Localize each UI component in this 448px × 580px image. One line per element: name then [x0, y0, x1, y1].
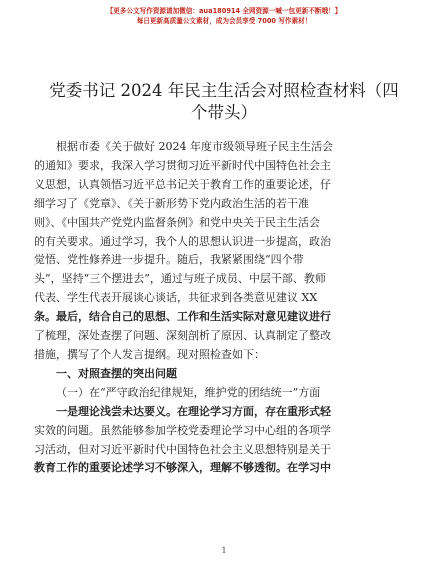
intro-line: 义思想，认真领悟习近平总书记关于教育工作的重要论述，仔 — [34, 177, 331, 191]
promo-banner — [34, 6, 414, 26]
document-title — [34, 80, 414, 124]
intro-line: 细学习了《党章》、《关于新形势下党内政治生活的若干准 — [34, 196, 309, 210]
para-line: 习活动，但对习近平新时代中国特色社会主义思想特别是关于 — [34, 442, 331, 456]
title-line-1: 党委书记 2024 年民主生活会对照检查材料（四 — [49, 81, 399, 100]
subsection-heading: （一）在“严守政治纪律规矩，维护党的团结统一”方面 — [56, 385, 321, 399]
intro-line: 则》、《中国共产党党内监督条例》和党中央关于民主生活会 — [34, 215, 320, 229]
section-heading: 一、对照查摆的突出问题 — [56, 366, 177, 380]
para-line: 一是理论浅尝未达要义。在理论学习方面，存在重形式轻 — [56, 404, 331, 418]
intro-line: 的有关要求。通过学习，我个人的思想认识进一步提高，政治 — [34, 234, 331, 248]
intro-line: 根据市委《关于做好 2024 年度市级领导班子民主生活会 — [56, 140, 333, 153]
intro-line: 代表、学生代表开展谈心谈话，共征求到各类意见建议 XX — [34, 291, 318, 305]
intro-line: 了梳理，深处查摆了问题、深刻剖析了原因、认真制定了整改 — [34, 329, 331, 343]
page-number: 1 — [221, 546, 227, 555]
intro-line: 条。最后，结合自己的思想、工作和生活实际对意见建议进行 — [34, 310, 331, 324]
para-line: 实效的问题。虽然能够参加学校党委理论学习中心组的各项学 — [34, 423, 331, 437]
intro-line: 觉悟、党性修养进一步提升。随后，我紧紧围绕“四个带 — [34, 253, 304, 267]
promo-banner-line-2: 每日更新高质量公文素材，成为会员享受 7000 写作素材！ — [136, 17, 312, 25]
intro-line: 措施，撰写了个人发言提纲。现对照检查如下： — [34, 347, 265, 361]
para-line: 教育工作的重要论述学习不够深入，理解不够透彻。在学习中 — [34, 461, 331, 475]
document-body — [34, 138, 414, 478]
intro-line: 的通知》要求，我深入学习贯彻习近平新时代中国特色社会主 — [34, 158, 331, 172]
intro-line: 头”，坚持“三个摆进去”，通过与班子成员、中层干部、教师 — [34, 272, 326, 286]
title-line-2: 个带头） — [191, 103, 257, 122]
promo-banner-line-1: 【更多公文写作资源请加微信：aua180914 全网资源一喊一包更新不断哦！】 — [106, 7, 342, 15]
